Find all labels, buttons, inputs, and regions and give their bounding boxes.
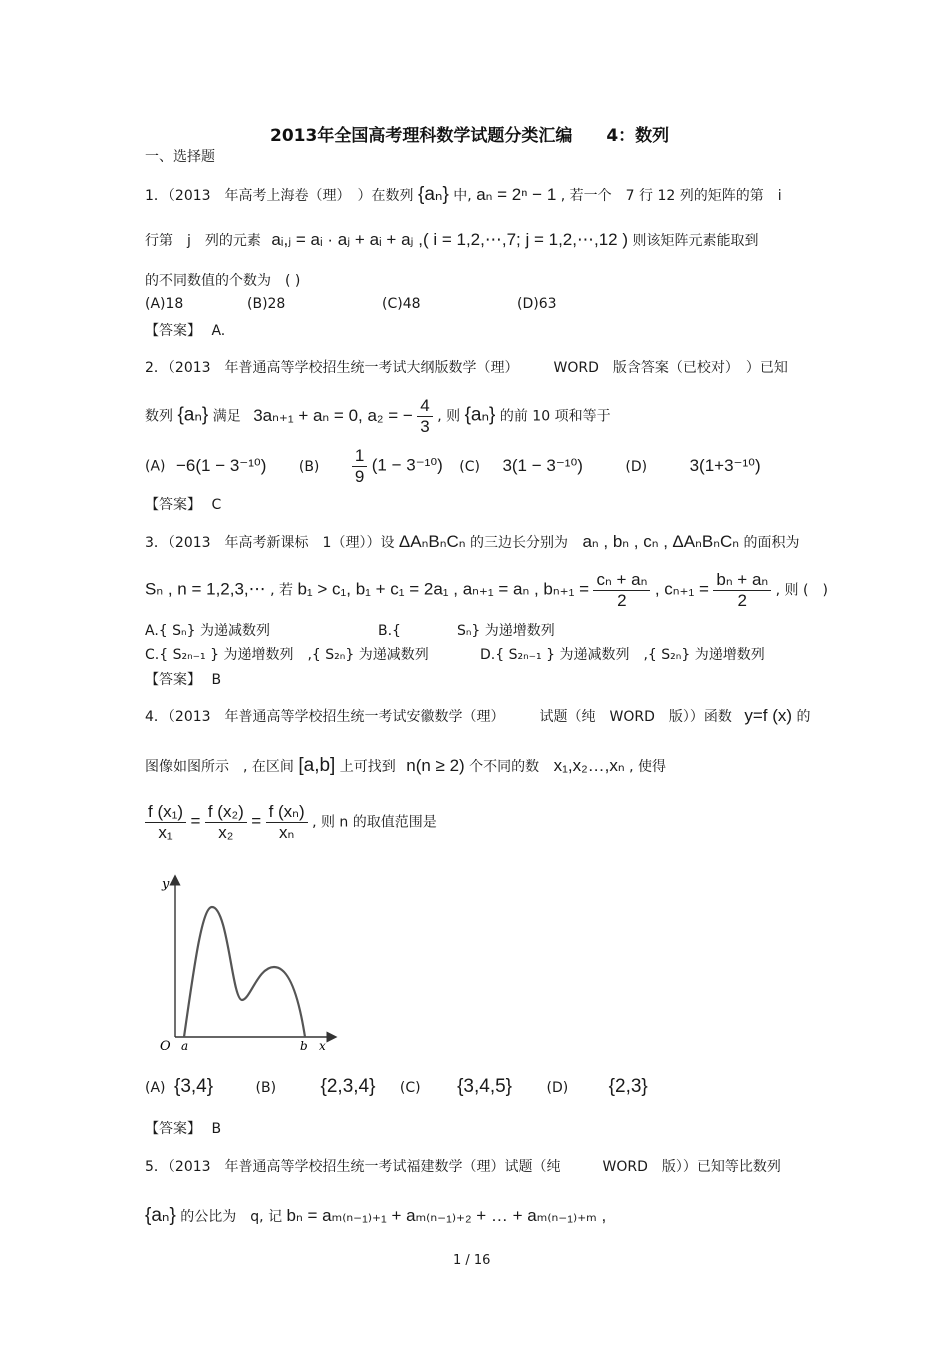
q2-opt-c-label: (C) — [459, 458, 480, 475]
q2-frac-den: 3 — [420, 417, 430, 436]
q2-text-b: 满足 — [212, 408, 241, 425]
q4-n-condition: n(n ≥ 2) — [406, 756, 465, 775]
q3-frac1-num: cₙ + aₙ — [593, 570, 650, 591]
q1-matrix-formula: aᵢ,ⱼ = aᵢ · aⱼ + aᵢ + aⱼ ,( i = 1,2,⋯,7; j = 1,2,⋯,12 ) — [271, 230, 628, 249]
q3-option-b: B.{ Sₙ} 为递增数列 — [378, 623, 555, 639]
q3-frac1-den: 2 — [617, 591, 627, 610]
q1-line2-tail: 则该矩阵元素能取到 — [632, 233, 759, 249]
q2-text-d: 的前 10 项和等于 — [499, 408, 611, 425]
a-label: a — [181, 1039, 189, 1052]
q3-text-a: 3．（2013 年高考新课标 1（理））设 — [145, 535, 395, 551]
q1-tail: , 若一个 7 行 12 列的矩阵的第 i — [560, 188, 782, 204]
origin-label: O — [160, 1039, 171, 1052]
q2-seq-2: {aₙ} — [464, 404, 496, 426]
q3-text-c: 的面积为 — [743, 535, 800, 551]
q1-text: 1．（2013 年高考上海卷（理） ）在数列 — [145, 188, 414, 204]
q4-frac2-num: f (x₂) — [205, 802, 247, 823]
answer-label: 【答案】 — [145, 1121, 201, 1137]
q2-opt-b: (1 − 3⁻¹⁰) — [371, 455, 443, 475]
q4-text-g: , 则 n 的取值范围是 — [312, 814, 437, 831]
q1-option-c: (C)48 — [382, 296, 421, 312]
answer-label: 【答案】 — [145, 323, 201, 339]
q4-opt-a-label: (A) — [145, 1080, 166, 1096]
q3-option-d: D.{ S₂ₙ₋₁ } 为递减数列 ,{ S₂ₙ} 为递增数列 — [480, 647, 765, 663]
q2-opt-b-label: (B) — [298, 458, 320, 475]
q2-seq: {aₙ} — [177, 404, 209, 426]
q4-frac-3 — [266, 802, 308, 843]
q3-sides: aₙ , bₙ , cₙ , — [582, 532, 668, 551]
q1-answer — [145, 320, 225, 340]
q3-option-c: C.{ S₂ₙ₋₁ } 为递增数列 ,{ S₂ₙ} 为递减数列 — [145, 647, 429, 663]
q1-answer-value: A. — [211, 323, 226, 339]
q1-line2 — [145, 230, 758, 250]
q1-line2-text: 行第 j 列的元素 — [145, 233, 261, 249]
q4-text-d: 上可找到 — [339, 759, 396, 775]
q4-text-a: 4．（2013 年普通高等学校招生统一考试安徽数学（理） 试题（纯 WORD 版））函数 — [145, 709, 732, 725]
q5-text-a: 的公比为 q, 记 — [180, 1209, 283, 1225]
q2-line2 — [145, 396, 611, 437]
q4-x-values: x₁,x₂…,xₙ — [553, 756, 625, 775]
q4-frac3-num: f (xₙ) — [266, 802, 308, 823]
q4-text-c: 图像如图所示 , 在区间 — [145, 759, 294, 775]
q2-answer — [145, 494, 221, 514]
q3-frac2-num: bₙ + aₙ — [713, 570, 771, 591]
b-label: b — [300, 1039, 308, 1052]
q1-option-b: (B)28 — [247, 296, 286, 312]
q4-frac2-den: x₂ — [218, 823, 234, 842]
q1-option-d: (D)63 — [517, 296, 557, 312]
q4-frac-2 — [205, 802, 247, 843]
q5-seq: {aₙ} — [145, 1205, 176, 1226]
q4-answer-value: B — [211, 1121, 222, 1137]
q3-mid: , cₙ₊₁ = — [654, 579, 709, 599]
q3-frac-2 — [713, 570, 771, 611]
q5-line1: 5．（2013 年普通高等学校招生统一考试福建数学（理）试题（纯 WORD 版））已知等比数列 — [145, 1159, 781, 1175]
q4-opt-c-label: (C) — [399, 1080, 421, 1096]
q2-text-c: , 则 — [437, 408, 461, 425]
q2-opt-b-frac — [352, 446, 367, 487]
q3-formula: b₁ > c₁, b₁ + c₁ = 2a₁ , aₙ₊₁ = aₙ , bₙ₊₁ = — [297, 579, 590, 599]
q4-options — [145, 1076, 648, 1098]
q5-line2 — [145, 1204, 606, 1227]
q4-text-b: 的 — [796, 709, 811, 725]
q1-line1 — [145, 183, 782, 206]
q5-formula: bₙ = aₘ₍ₙ₋₁₎₊₁ + aₘ₍ₙ₋₁₎₊₂ + … + aₘ₍ₙ₋₁₎₊ₘ , — [286, 1206, 607, 1225]
q2-line1: 2．（2013 年普通高等学校招生统一考试大纲版数学（理） WORD 版含答案（已校对） ）已知 — [145, 360, 788, 376]
section-heading: 一、选择题 — [145, 149, 215, 165]
q3-line1 — [145, 532, 800, 552]
q2-answer-value: C — [211, 497, 222, 513]
q3-line2 — [145, 570, 828, 611]
q4-opt-d-label: (D) — [546, 1080, 569, 1096]
function-curve — [184, 907, 305, 1037]
y-label: y — [162, 877, 170, 892]
q4-interval: [a,b] — [298, 755, 336, 776]
q1-line3: 的不同数值的个数为 ( ) — [145, 273, 301, 289]
q3-answer — [145, 669, 221, 689]
q3-answer-value: B — [211, 672, 222, 688]
q4-function-graph — [150, 872, 340, 1052]
q2-options — [145, 446, 761, 487]
q4-line2 — [145, 755, 666, 777]
answer-label: 【答案】 — [145, 497, 201, 513]
q1-formula: aₙ = 2ⁿ − 1 — [476, 185, 557, 204]
q2-opt-c: 3(1 − 3⁻¹⁰) — [502, 455, 583, 475]
q4-function: y=f (x) — [744, 706, 793, 725]
q2-opt-d-label: (D) — [625, 458, 648, 475]
q3-option-a: A.{ Sₙ} 为递减数列 — [145, 623, 270, 639]
q4-line3 — [145, 802, 437, 843]
q4-opt-b-label: (B) — [255, 1080, 277, 1096]
q2-text-a: 数列 — [145, 408, 173, 425]
q4-answer — [145, 1118, 221, 1138]
q2-opt-b-den: 9 — [354, 467, 365, 486]
q4-equals-1: = — [190, 811, 201, 831]
q4-frac-1 — [145, 802, 186, 843]
q3-text-b: 的三边长分别为 — [470, 535, 568, 551]
q2-opt-a: −6(1 − 3⁻¹⁰) — [175, 455, 267, 475]
page-title: 2013年全国高考理科数学试题分类汇编 4：数列 — [270, 126, 670, 146]
q2-opt-a-label: (A) — [145, 458, 166, 475]
q4-opt-b: {2,3,4} — [320, 1076, 376, 1097]
q4-opt-a: {3,4} — [173, 1076, 214, 1097]
q1-option-a: (A)18 — [145, 296, 184, 312]
q1-seq: {aₙ} — [418, 184, 449, 205]
q4-frac1-num: f (x₁) — [145, 802, 186, 823]
q4-opt-c: {3,4,5} — [457, 1076, 513, 1097]
q3-triangle-2: ΔAₙBₙCₙ — [672, 532, 740, 551]
q4-line1 — [145, 706, 811, 726]
q4-text-f: , 使得 — [629, 759, 667, 775]
q3-tail: , 则 ( ) — [775, 582, 828, 599]
q4-opt-d: {2,3} — [608, 1076, 648, 1097]
q4-frac3-den: xₙ — [278, 823, 295, 842]
q3-frac-1 — [593, 570, 650, 611]
q2-formula: 3aₙ₊₁ + aₙ = 0, a₂ = − — [253, 405, 413, 425]
q3-text-if: , 若 — [270, 582, 294, 599]
q2-opt-b-num: 1 — [352, 446, 367, 467]
q2-opt-d: 3(1+3⁻¹⁰) — [689, 455, 761, 475]
x-label: x — [319, 1039, 326, 1052]
q1-mid: 中, — [453, 188, 472, 204]
q3-area-def: Sₙ , n = 1,2,3,⋯ — [145, 579, 266, 599]
q2-frac-num: 4 — [417, 396, 432, 417]
q2-fraction — [417, 396, 432, 437]
q4-frac1-den: x₁ — [158, 823, 173, 842]
page-number: 1 / 16 — [453, 1253, 491, 1268]
answer-label: 【答案】 — [145, 672, 201, 688]
q4-text-e: 个不同的数 — [469, 759, 540, 775]
q3-frac2-den: 2 — [737, 591, 748, 610]
q3-triangle: ΔAₙBₙCₙ — [398, 532, 466, 551]
q4-equals-2: = — [251, 811, 262, 831]
